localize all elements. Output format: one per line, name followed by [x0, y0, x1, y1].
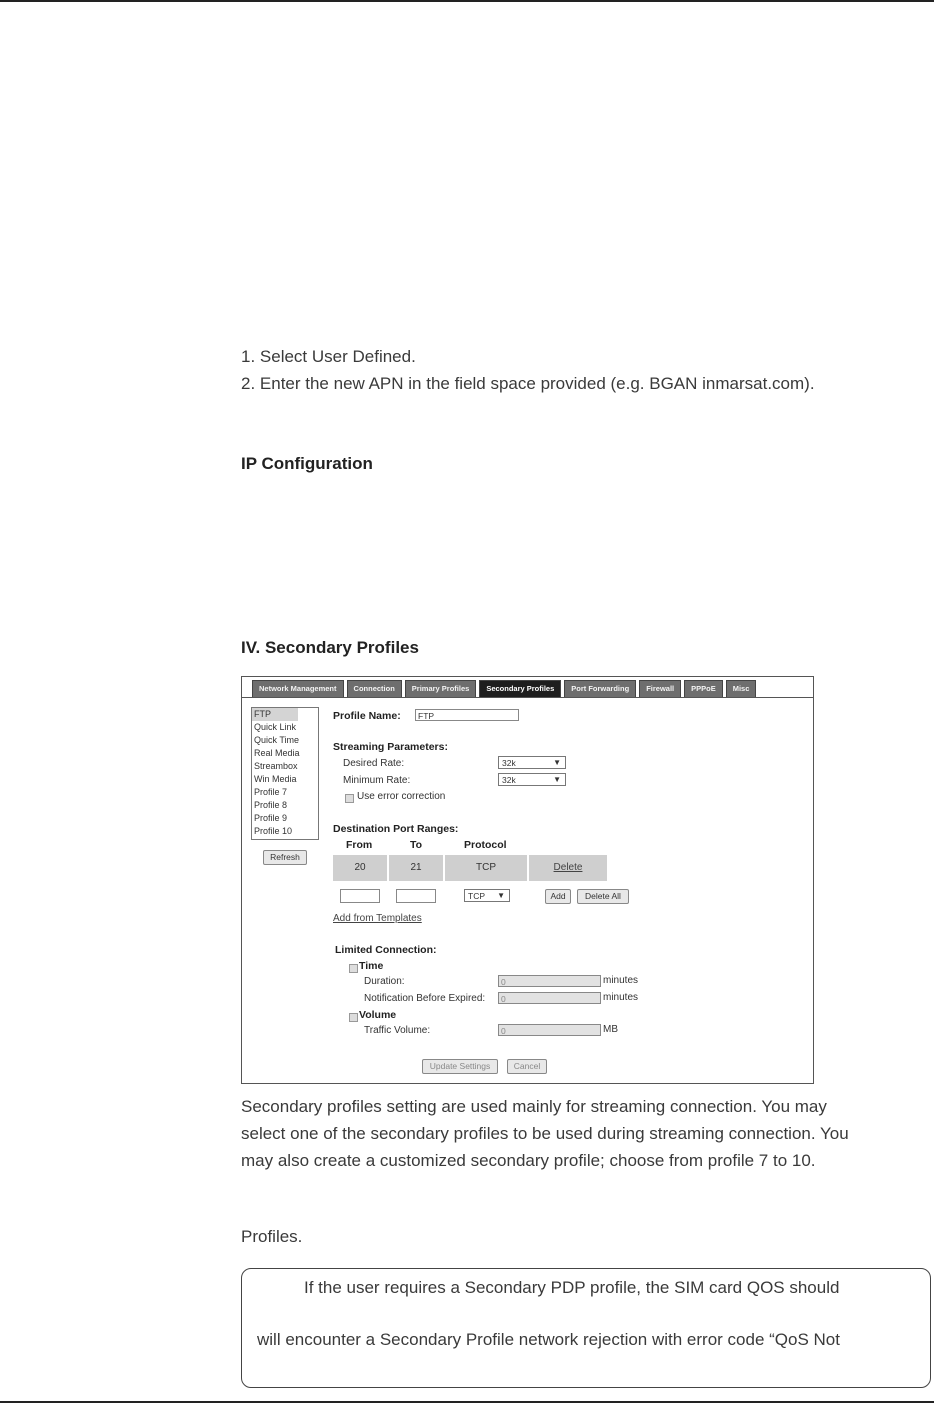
- profile-item-ftp[interactable]: FTP: [252, 708, 298, 721]
- column-to: To: [410, 839, 423, 851]
- port-to-cell: 21: [389, 855, 443, 881]
- tab-connection[interactable]: Connection: [347, 680, 402, 697]
- notification-label: Notification Before Expired:: [364, 993, 486, 1004]
- notification-input[interactable]: 0: [498, 992, 601, 1004]
- secondary-profiles-heading: IV. Secondary Profiles: [241, 638, 419, 657]
- protocol-cell: TCP: [445, 855, 527, 881]
- update-settings-button[interactable]: Update Settings: [422, 1059, 498, 1074]
- description-line-1: Secondary profiles setting are used mainly for streaming connection. You may: [241, 1097, 827, 1116]
- tab-firewall[interactable]: Firewall: [639, 680, 681, 697]
- streaming-parameters-label: Streaming Parameters:: [333, 741, 448, 753]
- column-protocol: Protocol: [464, 839, 507, 851]
- duration-label: Duration:: [364, 976, 405, 987]
- delete-all-button[interactable]: Delete All: [577, 889, 629, 904]
- secondary-profiles-screenshot: [241, 676, 814, 1084]
- note-line-2: will encounter a Secondary Profile network rejection with error code “QoS Not: [257, 1330, 840, 1349]
- profile-item-real-media[interactable]: Real Media: [254, 748, 300, 758]
- limited-connection-label: Limited Connection:: [335, 944, 437, 956]
- time-checkbox[interactable]: [349, 964, 358, 973]
- desired-rate-label: Desired Rate:: [343, 758, 405, 769]
- traffic-volume-label: Traffic Volume:: [364, 1025, 431, 1036]
- instruction-step-2: 2. Enter the new APN in the field space provided (e.g. BGAN inmarsat.com).: [241, 374, 815, 393]
- bottom-rule: [0, 1401, 934, 1403]
- add-from-templates-link[interactable]: Add from Templates: [333, 913, 422, 924]
- notification-unit: minutes: [603, 992, 639, 1003]
- tab-network-management[interactable]: Network Management: [252, 680, 344, 697]
- minimum-rate-label: Minimum Rate:: [343, 775, 411, 786]
- new-port-to-input[interactable]: [396, 889, 436, 903]
- traffic-volume-input[interactable]: 0: [498, 1024, 601, 1036]
- duration-input[interactable]: 0: [498, 975, 601, 987]
- note-line-1: If the user requires a Secondary PDP profile, the SIM card QOS should: [304, 1278, 840, 1297]
- profile-item-quick-time[interactable]: Quick Time: [254, 735, 300, 745]
- delete-link-cell: [529, 855, 607, 881]
- dropdown-arrow-icon: ▼: [497, 891, 505, 900]
- dropdown-arrow-icon: ▼: [553, 758, 561, 767]
- desired-rate-select[interactable]: [498, 756, 566, 769]
- profile-item-streambox[interactable]: Streambox: [254, 761, 298, 771]
- refresh-button[interactable]: Refresh: [263, 850, 307, 865]
- volume-label: Volume: [359, 1009, 397, 1021]
- description-line-2: select one of the secondary profiles to be used during streaming connection. You: [241, 1124, 849, 1143]
- profile-name-input[interactable]: FTP: [415, 709, 519, 721]
- description-line-3: may also create a customized secondary profile; choose from profile 7 to 10.: [241, 1151, 816, 1170]
- tab-primary-profiles[interactable]: Primary Profiles: [405, 680, 477, 697]
- volume-checkbox[interactable]: [349, 1013, 358, 1022]
- minimum-rate-select[interactable]: [498, 773, 566, 786]
- note-box: [241, 1268, 931, 1388]
- instruction-step-1: 1. Select User Defined.: [241, 347, 416, 366]
- tab-secondary-profiles[interactable]: Secondary Profiles: [479, 680, 561, 697]
- profile-name-label: Profile Name:: [333, 710, 401, 722]
- tab-misc[interactable]: Misc: [726, 680, 757, 697]
- profile-item-quick-link[interactable]: Quick Link: [254, 722, 297, 732]
- ip-configuration-heading: IP Configuration: [241, 454, 373, 473]
- profile-item-win-media[interactable]: Win Media: [254, 774, 297, 784]
- traffic-volume-unit: MB: [603, 1024, 618, 1035]
- top-rule: [0, 0, 934, 2]
- port-from-cell: 20: [333, 855, 387, 881]
- profile-item-profile-10[interactable]: Profile 10: [254, 826, 293, 836]
- new-protocol-value: TCP: [468, 891, 485, 901]
- dropdown-arrow-icon: ▼: [553, 775, 561, 784]
- time-label: Time: [359, 960, 384, 972]
- error-correction-checkbox[interactable]: [345, 794, 354, 803]
- desired-rate-value: 32k: [502, 758, 516, 768]
- tab-pppoe[interactable]: PPPoE: [684, 680, 723, 697]
- new-protocol-select[interactable]: [464, 889, 510, 902]
- profile-list[interactable]: [251, 707, 319, 840]
- delete-link[interactable]: Delete: [553, 862, 583, 873]
- tab-divider: [242, 697, 813, 698]
- tab-port-forwarding[interactable]: Port Forwarding: [564, 680, 636, 697]
- destination-port-ranges-label: Destination Port Ranges:: [333, 823, 459, 835]
- profiles-line: Profiles.: [241, 1227, 303, 1246]
- column-from: From: [346, 839, 373, 851]
- profile-item-profile-7[interactable]: Profile 7: [254, 787, 288, 797]
- add-port-button[interactable]: Add: [545, 889, 571, 904]
- duration-unit: minutes: [603, 975, 639, 986]
- error-correction-label: Use error correction: [357, 791, 446, 802]
- new-port-from-input[interactable]: [340, 889, 380, 903]
- profile-item-profile-9[interactable]: Profile 9: [254, 813, 288, 823]
- tab-bar: [252, 680, 756, 698]
- minimum-rate-value: 32k: [502, 775, 516, 785]
- profile-item-profile-8[interactable]: Profile 8: [254, 800, 288, 810]
- cancel-button[interactable]: Cancel: [507, 1059, 547, 1074]
